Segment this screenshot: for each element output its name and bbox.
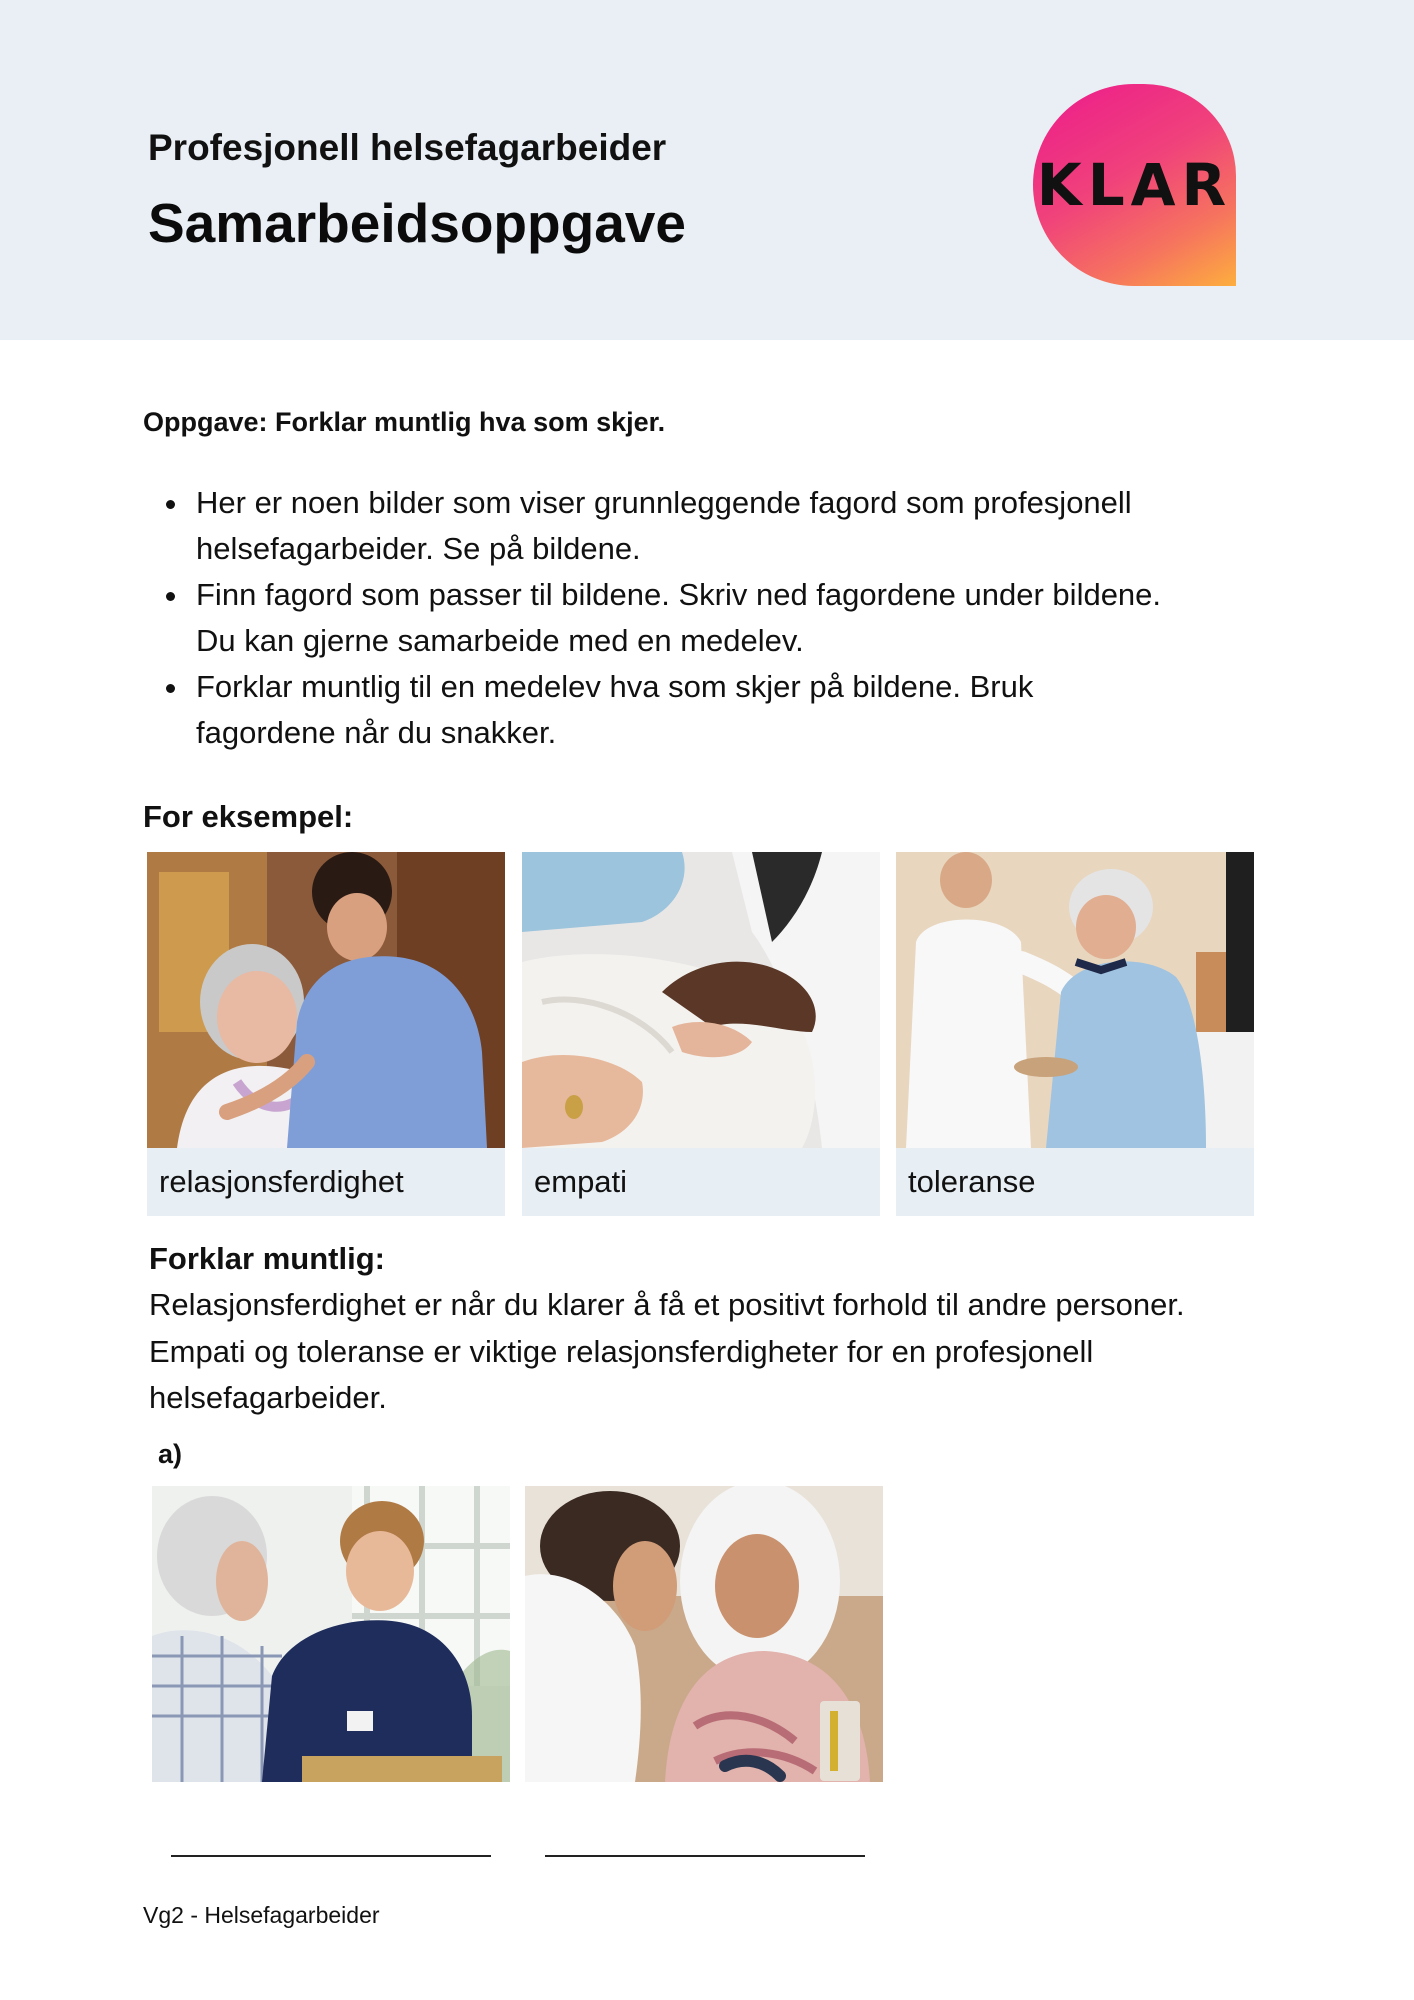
instruction-list bbox=[143, 480, 1163, 756]
instruction-item: Finn fagord som passer til bildene. Skriv ned fagordene under bildene. Du kan gjerne samarbeide med en medelev. bbox=[143, 572, 1163, 664]
answer-line-2[interactable] bbox=[545, 1855, 865, 1857]
part-a-label: a) bbox=[158, 1439, 183, 1469]
instruction-item: Forklar muntlig til en medelev hva som skjer på bildene. Bruk fagordene når du snakker. bbox=[143, 664, 1163, 756]
example-card-empati bbox=[522, 852, 880, 1216]
document-subtitle: Profesjonell helsefagarbeider bbox=[148, 127, 667, 168]
photo-caregiver-elderly-man bbox=[152, 1486, 510, 1782]
footer-text: Vg2 - Helsefagarbeider bbox=[143, 1902, 380, 1928]
klar-logo bbox=[1033, 84, 1236, 286]
example-card-relasjonsferdighet bbox=[147, 852, 505, 1216]
caption-empati: empati bbox=[522, 1148, 880, 1216]
example-heading: For eksempel: bbox=[143, 799, 354, 834]
answer-line-1[interactable] bbox=[171, 1855, 491, 1857]
bullet-icon bbox=[166, 500, 175, 509]
task-heading: Oppgave: Forklar muntlig hva som skjer. bbox=[143, 407, 666, 437]
bullet-icon bbox=[166, 592, 175, 601]
example-card-toleranse bbox=[896, 852, 1254, 1216]
logo-text: KLAR bbox=[1036, 151, 1233, 219]
caption-relasjonsferdighet: relasjonsferdighet bbox=[147, 1148, 505, 1216]
bullet-icon bbox=[166, 684, 175, 693]
photo-nurse-with-elderly-woman bbox=[147, 852, 505, 1148]
explain-heading: Forklar muntlig: bbox=[149, 1241, 385, 1276]
photo-nurse-elderly-on-bed bbox=[896, 852, 1254, 1148]
caption-toleranse: toleranse bbox=[896, 1148, 1254, 1216]
photo-doctor-blood-pressure bbox=[525, 1486, 883, 1782]
document-title: Samarbeidsoppgave bbox=[148, 192, 686, 254]
explain-text: Relasjonsferdighet er når du klarer å få et positivt forhold til andre personer. Empati og toleranse er viktige relasjonsferdigheter for en profesjonell helsefagarbeider. bbox=[149, 1287, 1185, 1415]
photo-hands-holding bbox=[522, 852, 880, 1148]
instruction-item: Her er noen bilder som viser grunnleggende fagord som profesjonell helsefagarbeider. Se på bildene. bbox=[143, 480, 1163, 572]
